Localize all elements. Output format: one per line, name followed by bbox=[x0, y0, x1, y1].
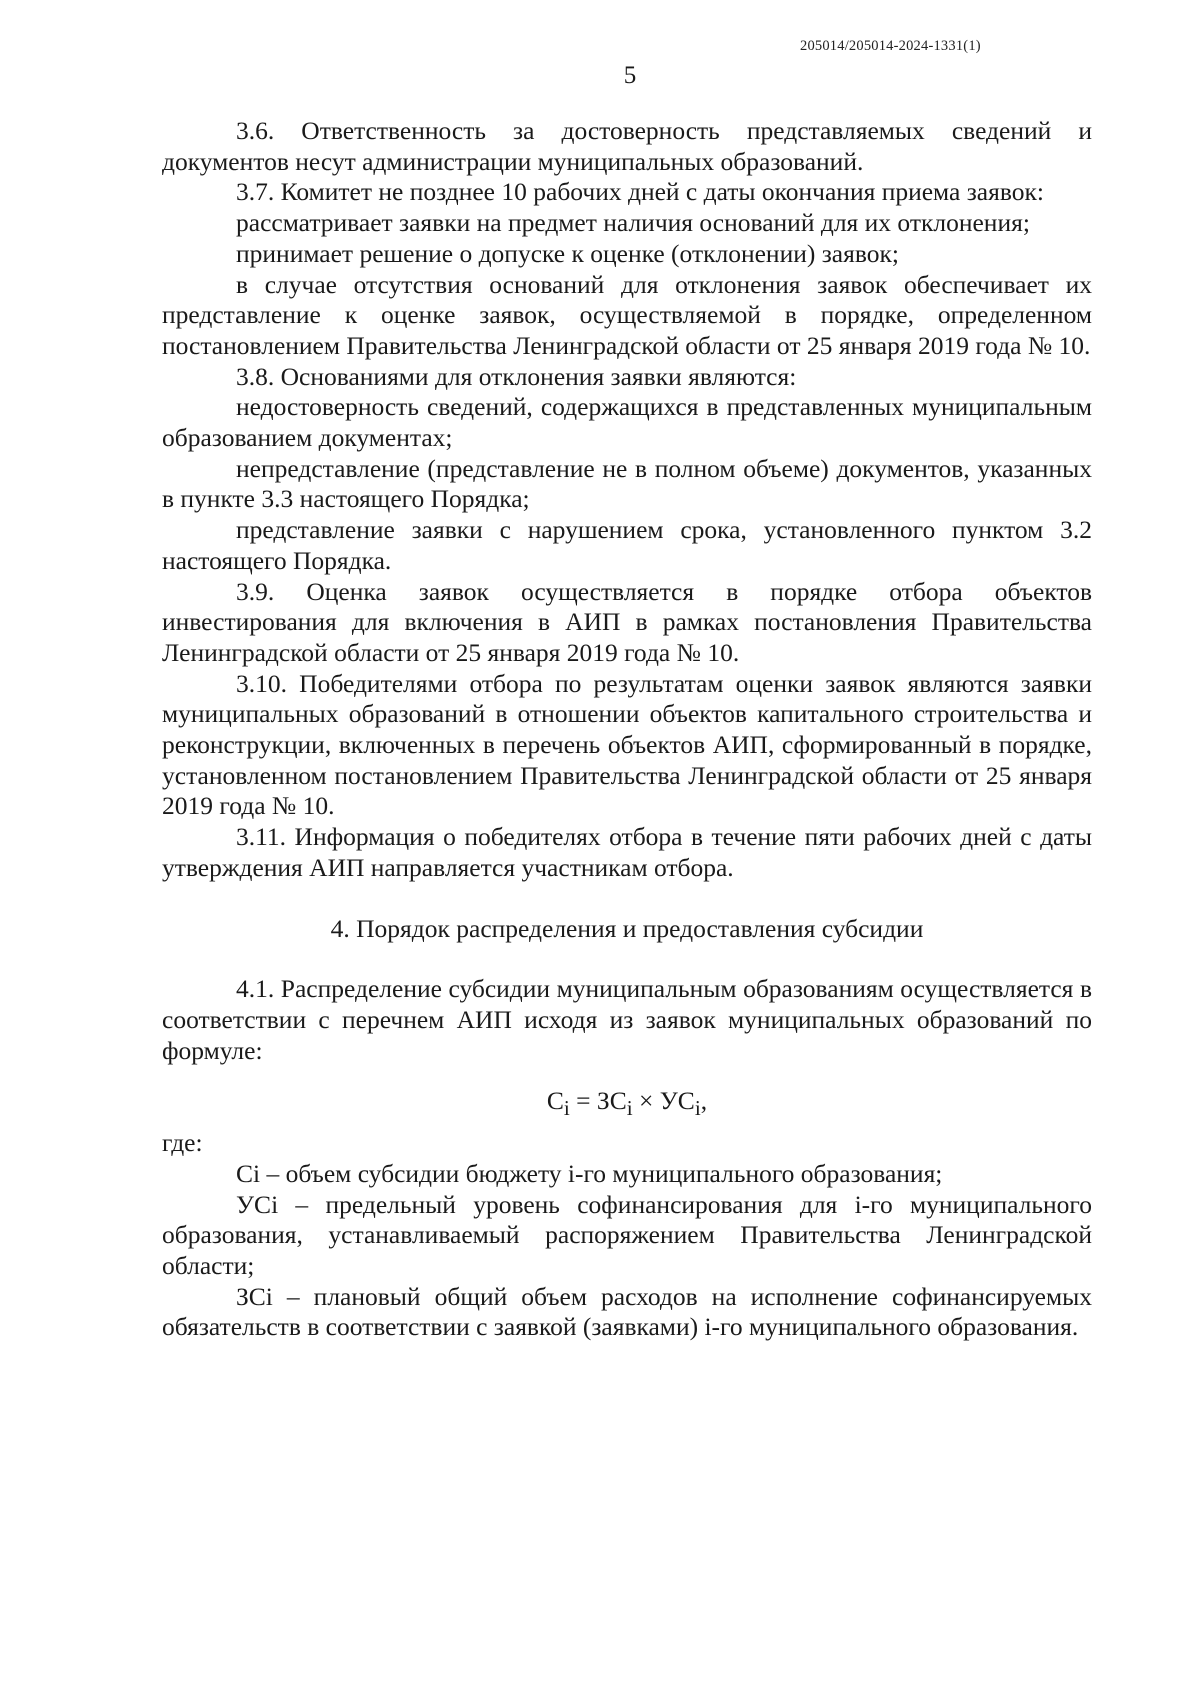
page-number: 5 bbox=[623, 62, 637, 89]
formula-tail: , bbox=[700, 1086, 708, 1116]
paragraph-3-8-item-b: непредставление (представление не в полном объеме) документов, указанных в пункте 3.3 настоящего Порядка; bbox=[162, 453, 1092, 514]
where-label: где: bbox=[162, 1128, 203, 1158]
formula-times: × УС bbox=[632, 1086, 695, 1116]
paragraph-3-7-item-c: в случае отсутствия оснований для отклонения заявок обеспечивает их представление к оценке заявок, осуществляемой в порядке, определенном постановлением Правительства Ленинградской области от 25 января 2019 года № 10. bbox=[162, 269, 1092, 360]
definition-ci: Ci – объем субсидии бюджету i-го муниципального образования; bbox=[236, 1158, 943, 1188]
paragraph-3-8-item-c: представление заявки с нарушением срока, установленного пунктом 3.2 настоящего Порядка. bbox=[162, 515, 1092, 575]
paragraph-3-11: 3.11. Информация о победителях отбора в течение пяти рабочих дней с даты утверждения АИП направляется участникам отбора. bbox=[162, 822, 1092, 882]
paragraph-3-8: 3.8. Основаниями для отклонения заявки являются: bbox=[236, 361, 797, 391]
section-4-title: 4. Порядок распределения и предоставления субсидии bbox=[330, 913, 924, 943]
paragraph-3-6: 3.6. Ответственность за достоверность представляемых сведений и документов несут администрации муниципальных образований. bbox=[162, 116, 1092, 176]
subsidy-formula bbox=[162, 1086, 1092, 1124]
paragraph-3-9: 3.9. Оценка заявок осуществляется в порядке отбора объектов инвестирования для включения в АИП в рамках постановления Правительства Ленинградской области от 25 января 2019 года № 10. bbox=[162, 576, 1092, 667]
document-body bbox=[162, 116, 1092, 1343]
formula-zc-subscript: i bbox=[626, 1096, 633, 1121]
paragraph-3-10: 3.10. Победителями отбора по результатам оценки заявок являются заявки муниципальных образований в отношении объектов капитального строительства и реконструкции, включенных в перечень объектов АИП, сформированный в порядке, установленном постановлением Правительства Ленинградской области от 25 января 2019 года № 10. bbox=[162, 668, 1092, 821]
paragraph-3-7-item-a: рассматривает заявки на предмет наличия оснований для их отклонения; bbox=[236, 208, 1030, 238]
definition-zci: ЗСi – плановый общий объем расходов на исполнение софинансируемых обязательств в соответствии с заявкой (заявками) i-го муниципального образования. bbox=[162, 1281, 1092, 1342]
formula-us-subscript: i bbox=[694, 1096, 701, 1121]
document-id: 205014/205014-2024-1331(1) bbox=[800, 38, 981, 54]
paragraph-3-7: 3.7. Комитет не позднее 10 рабочих дней с даты окончания приема заявок: bbox=[236, 177, 1044, 207]
formula-eq: = ЗC bbox=[569, 1086, 627, 1116]
paragraph-3-8-item-a: недостоверность сведений, содержащихся в представленных муниципальным образованием документах; bbox=[162, 392, 1092, 453]
formula-lhs: C bbox=[546, 1086, 564, 1116]
paragraph-4-1: 4.1. Распределение субсидии муниципальным образованиям осуществляется в соответствии с перечнем АИП исходя из заявок муниципальных образований по формуле: bbox=[162, 974, 1092, 1065]
formula-lhs-subscript: i bbox=[563, 1096, 570, 1121]
paragraph-3-7-item-b: принимает решение о допуске к оценке (отклонении) заявок; bbox=[236, 238, 899, 268]
definition-usi: УСi – предельный уровень софинансирования для i-го муниципального образования, устанавливаемый распоряжением Правительства Ленинградской области; bbox=[162, 1189, 1092, 1280]
